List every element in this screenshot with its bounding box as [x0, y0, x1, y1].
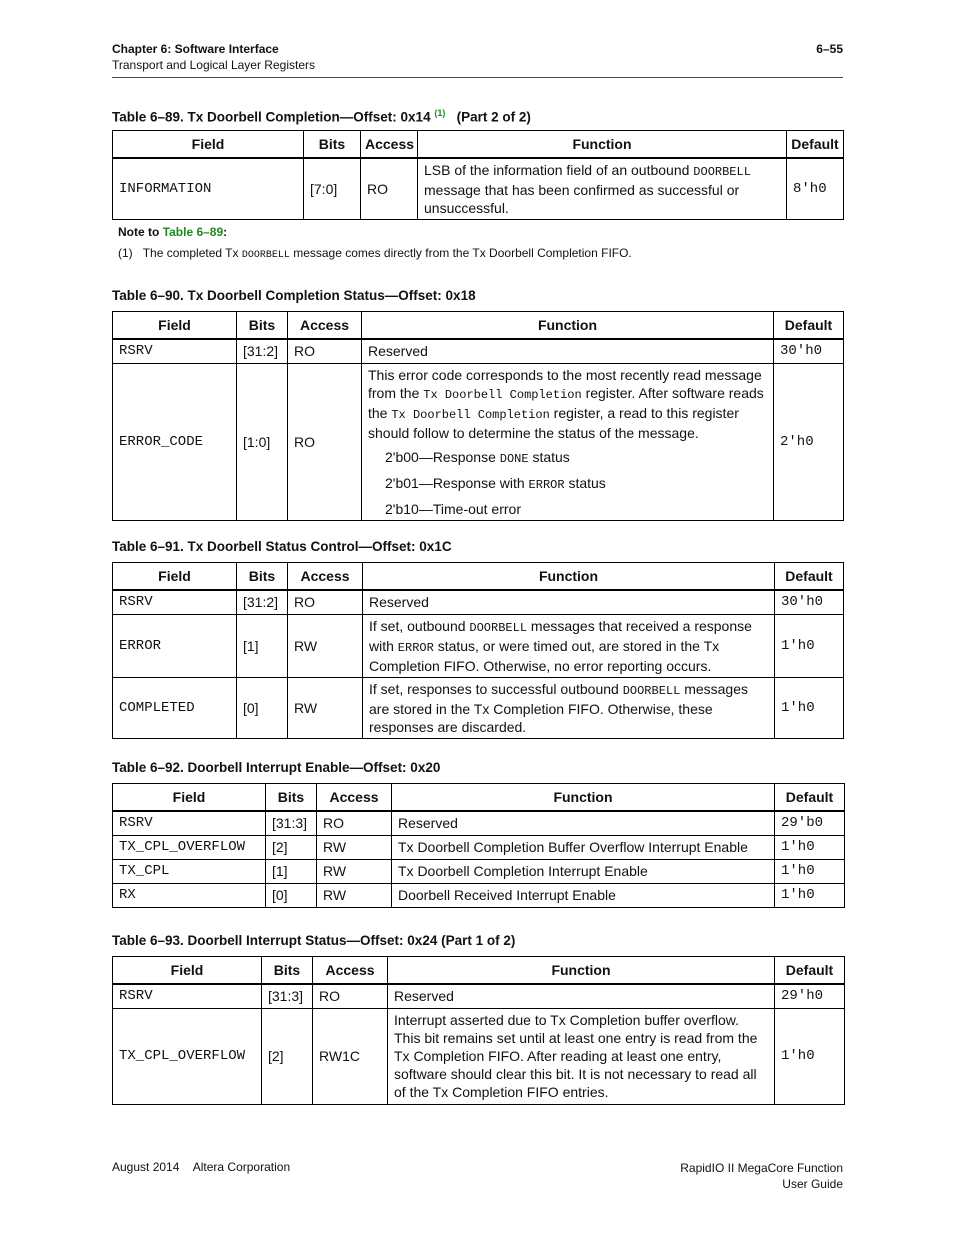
col-field: Field: [113, 784, 266, 812]
table-row: [113, 883, 845, 907]
col-function: Function: [392, 784, 775, 812]
access-value: RO: [288, 339, 362, 363]
access-value: RW: [317, 883, 392, 907]
function-text: If set, responses to successful outbound DOORBELL messages are stored in the Tx Completion FIFO. Otherwise, these responses are discarded.: [363, 677, 775, 738]
bits-value: [1]: [237, 614, 288, 677]
field-name: TX_CPL: [113, 859, 266, 883]
section-title: Transport and Logical Layer Registers: [112, 58, 315, 72]
bits-value: [0]: [266, 883, 317, 907]
note-table-link[interactable]: Table 6–89: [162, 225, 224, 239]
access-value: RW: [288, 677, 363, 738]
col-default: Default: [775, 563, 844, 591]
col-field: Field: [113, 957, 262, 985]
access-value: RO: [288, 590, 363, 614]
col-default: Default: [775, 957, 845, 985]
table-caption-6-89: [112, 108, 531, 125]
col-function: Function: [362, 312, 774, 340]
default-value: 29'b0: [775, 811, 845, 835]
function-text: Tx Doorbell Completion Interrupt Enable: [392, 859, 775, 883]
bits-value: [31:2]: [237, 339, 288, 363]
col-bits: Bits: [237, 563, 288, 591]
field-name: RSRV: [113, 339, 237, 363]
status-option: 2'b01—Response with ERROR status: [385, 474, 606, 492]
bits-value: [2]: [266, 835, 317, 859]
bits-value: [31:3]: [262, 984, 313, 1008]
bits-value: [31:3]: [266, 811, 317, 835]
col-field: Field: [113, 312, 237, 340]
access-value: RW: [317, 859, 392, 883]
table-row: [113, 590, 844, 614]
table-header-row: [113, 312, 844, 340]
field-name: ERROR: [113, 614, 237, 677]
default-value: 1'h0: [775, 835, 845, 859]
col-function: Function: [418, 131, 787, 159]
access-value: RO: [361, 158, 418, 220]
access-value: RW1C: [313, 1008, 388, 1104]
default-value: 1'h0: [775, 883, 845, 907]
caption-part: (Part 2 of 2): [456, 109, 531, 125]
access-value: RO: [317, 811, 392, 835]
caption-text: Table 6–89. Tx Doorbell Completion—Offset: 0x14: [112, 109, 431, 125]
table-caption-6-91: Table 6–91. Tx Doorbell Status Control—Offset: 0x1C: [112, 539, 452, 554]
status-option: 2'b10—Time-out error: [385, 500, 521, 517]
status-option: 2'b00—Response DONE status: [385, 448, 570, 466]
col-default: Default: [775, 784, 845, 812]
col-access: Access: [288, 312, 362, 340]
table-note: (1) The completed Tx DOORBELL message comes directly from the Tx Doorbell Completion FIFO.: [118, 246, 632, 261]
default-value: 1'h0: [775, 1008, 845, 1104]
caption-footnote-link[interactable]: (1): [434, 108, 446, 118]
field-name: RX: [113, 883, 266, 907]
col-bits: Bits: [266, 784, 317, 812]
field-name: TX_CPL_OVERFLOW: [113, 835, 266, 859]
col-default: Default: [774, 312, 844, 340]
register-table-6-93: [112, 956, 845, 1105]
default-value: 2'h0: [774, 363, 844, 520]
default-value: 1'h0: [775, 677, 844, 738]
header-rule: [112, 77, 843, 78]
col-bits: Bits: [262, 957, 313, 985]
table-caption-6-90: Table 6–90. Tx Doorbell Completion Status—Offset: 0x18: [112, 288, 476, 303]
default-value: 1'h0: [775, 859, 845, 883]
footer-product: RapidIO II MegaCore Function: [680, 1161, 843, 1175]
table-header-row: [113, 563, 844, 591]
register-table-6-90: [112, 311, 844, 521]
col-bits: Bits: [237, 312, 288, 340]
page-footer: [112, 1160, 843, 1191]
bits-value: [1]: [266, 859, 317, 883]
field-name: TX_CPL_OVERFLOW: [113, 1008, 262, 1104]
table-row: [113, 811, 845, 835]
register-table-6-89: [112, 130, 844, 220]
register-table-6-91: [112, 562, 844, 739]
col-default: Default: [787, 131, 844, 159]
table-row: [113, 677, 844, 738]
chapter-title: Chapter 6: Software Interface: [112, 42, 279, 56]
col-field: Field: [113, 563, 237, 591]
footer-date: August 2014: [112, 1160, 180, 1174]
register-table-6-92: [112, 783, 845, 908]
page-number: 6–55: [816, 42, 843, 56]
bits-value: [0]: [237, 677, 288, 738]
function-text: Doorbell Received Interrupt Enable: [392, 883, 775, 907]
col-field: Field: [113, 131, 304, 159]
function-text: Interrupt asserted due to Tx Completion buffer overflow. This bit remains set until at least one entry is read from the Tx Completion FIFO. After reading at least one entry, software should clear this bit. It is not necessary to read all of the Tx Completion FIFO entries.: [388, 1008, 775, 1104]
table-row: [113, 614, 844, 677]
col-access: Access: [313, 957, 388, 985]
table-row: [113, 339, 844, 363]
col-function: Function: [388, 957, 775, 985]
access-value: RO: [288, 363, 362, 520]
table-row: [113, 363, 844, 520]
function-text: Reserved: [362, 339, 774, 363]
table-caption-6-92: Table 6–92. Doorbell Interrupt Enable—Offset: 0x20: [112, 760, 441, 775]
function-text: This error code corresponds to the most recently read message from the Tx Doorbell Completion register. After software reads the Tx Doorbell Completion register, a read to this register should follow to determine the status of the message. 2'b00—Response DONE status 2'b01—Response with ERROR status 2'b10—Time-out error: [362, 363, 774, 520]
function-text: If set, outbound DOORBELL messages that received a response with ERROR status, or were timed out, are stored in the Tx Completion FIFO. Otherwise, no error reporting occurs.: [363, 614, 775, 677]
table-row: [113, 859, 845, 883]
table-header-row: [113, 784, 845, 812]
default-value: 1'h0: [775, 614, 844, 677]
col-bits: Bits: [304, 131, 361, 159]
col-access: Access: [288, 563, 363, 591]
table-row: [113, 835, 845, 859]
col-function: Function: [363, 563, 775, 591]
col-access: Access: [361, 131, 418, 159]
table-note-heading: Note to Table 6–89:: [118, 225, 228, 239]
table-header-row: [113, 957, 845, 985]
field-name: ERROR_CODE: [113, 363, 237, 520]
table-row: [113, 1008, 845, 1104]
function-text: Reserved: [363, 590, 775, 614]
table-row: [113, 984, 845, 1008]
default-value: 29'h0: [775, 984, 845, 1008]
bits-value: [2]: [262, 1008, 313, 1104]
function-text: LSB of the information field of an outbound DOORBELL message that has been confirmed as successful or unsuccessful.: [418, 158, 787, 220]
access-value: RW: [317, 835, 392, 859]
function-text: Reserved: [388, 984, 775, 1008]
footer-company: Altera Corporation: [192, 1160, 291, 1174]
access-value: RW: [288, 614, 363, 677]
page-header: [112, 42, 843, 72]
default-value: 8'h0: [787, 158, 844, 220]
field-name: RSRV: [113, 590, 237, 614]
footer-doc: User Guide: [782, 1177, 843, 1191]
default-value: 30'h0: [774, 339, 844, 363]
note-number: (1): [118, 246, 133, 260]
table-row: [113, 158, 844, 220]
access-value: RO: [313, 984, 388, 1008]
bits-value: [31:2]: [237, 590, 288, 614]
function-text: Reserved: [392, 811, 775, 835]
field-name: COMPLETED: [113, 677, 237, 738]
default-value: 30'h0: [775, 590, 844, 614]
field-name: RSRV: [113, 811, 266, 835]
table-header-row: [113, 131, 844, 159]
field-name: INFORMATION: [113, 158, 304, 220]
bits-value: [7:0]: [304, 158, 361, 220]
field-name: RSRV: [113, 984, 262, 1008]
table-caption-6-93: Table 6–93. Doorbell Interrupt Status—Offset: 0x24 (Part 1 of 2): [112, 933, 516, 948]
function-text: Tx Doorbell Completion Buffer Overflow Interrupt Enable: [392, 835, 775, 859]
col-access: Access: [317, 784, 392, 812]
bits-value: [1:0]: [237, 363, 288, 520]
